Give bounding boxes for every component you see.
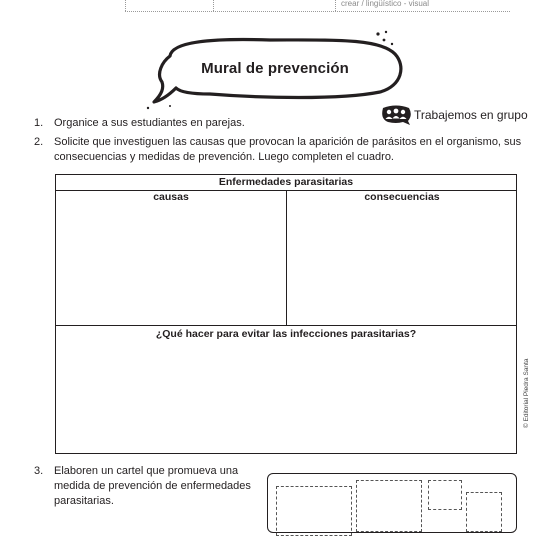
- strip-bottom-line: [125, 11, 510, 12]
- title-banner: [140, 28, 410, 110]
- skills-label: crear / lingüístico - visual: [341, 0, 430, 8]
- strip-divider: [213, 0, 214, 11]
- header-strip: [125, 0, 510, 12]
- page-title: Mural de prevención: [201, 60, 349, 77]
- group-people-icon: [380, 105, 412, 125]
- column-divider: [286, 190, 287, 325]
- poster-placeholder-box: [276, 486, 352, 536]
- poster-placeholder-box: [428, 480, 462, 510]
- instruction-text: Elaboren un cartel que promueva una medida de prevención de enfermedades parasitarias.: [54, 465, 251, 507]
- group-work-label: Trabajemos en grupo: [414, 108, 528, 122]
- copyright-notice: © Editorial Piedra Santa: [523, 358, 530, 428]
- prevention-question: ¿Qué hacer para evitar las infecciones parasitarias?: [155, 328, 417, 340]
- strip-divider: [335, 0, 336, 11]
- strip-divider: [125, 0, 126, 11]
- parasitic-diseases-table: [55, 174, 517, 454]
- poster-placeholder-box: [356, 480, 422, 532]
- column-header-causes: causas: [153, 191, 189, 203]
- poster-frame: [267, 473, 517, 533]
- instruction-number: 3.: [34, 465, 44, 477]
- column-header-consequences: consecuencias: [364, 191, 440, 203]
- row-divider: [56, 325, 516, 326]
- instruction-number: 2.: [34, 136, 44, 148]
- table-title: Enfermedades parasitarias: [56, 175, 516, 191]
- instruction-text: Solicite que investiguen las causas que provocan la aparición de parásitos en el organismo, sus consecuencias y medidas de prevención. Luego completen el cuadro.: [54, 136, 522, 163]
- poster-placeholder-box: [466, 492, 502, 532]
- instruction-text: Organice a sus estudiantes en parejas.: [54, 117, 245, 129]
- instruction-number: 1.: [34, 117, 44, 129]
